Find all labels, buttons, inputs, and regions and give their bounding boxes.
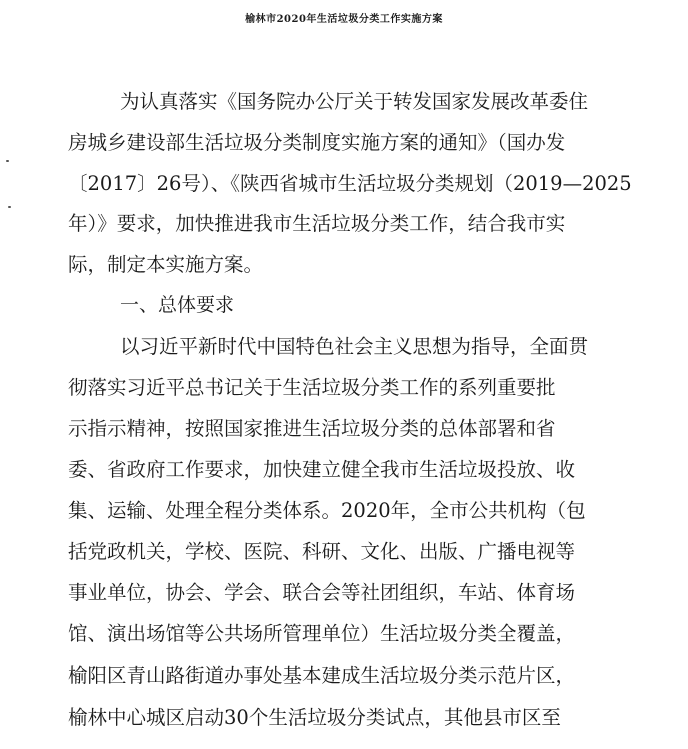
paragraph-line: 榆阳区青山路街道办事处基本建成生活垃圾分类示范片区，	[68, 664, 576, 687]
paragraph-line: 集、运输、处理全程分类体系。2020年，全市公共机构（包	[68, 499, 586, 522]
paragraph-line: 榆林中心城区启动30个生活垃圾分类试点，其他县市区至	[68, 706, 561, 729]
paragraph-line: 以习近平新时代中国特色社会主义思想为指导，全面贯	[120, 335, 589, 358]
scan-speck	[6, 160, 9, 162]
document-title: 榆林市2020年生活垃圾分类工作实施方案	[245, 14, 443, 25]
paragraph-line: 括党政机关，学校、医院、科研、文化、出版、广播电视等	[68, 540, 576, 563]
scan-speck	[8, 206, 11, 208]
paragraph-line: 房城乡建设部生活垃圾分类制度实施方案的通知》（国办发	[68, 131, 566, 154]
paragraph-line: 〔2017〕26号）、《陕西省城市生活垃圾分类规划（2019—2025	[68, 172, 632, 195]
paragraph-line: 示指示精神，按照国家推进生活垃圾分类的总体部署和省	[68, 417, 556, 440]
section-heading: 一、总体要求	[120, 294, 235, 316]
paragraph-line: 为认真落实《国务院办公厅关于转发国家发展改革委住	[120, 90, 589, 113]
paragraph-line: 年）》要求，加快推进我市生活垃圾分类工作，结合我市实	[68, 212, 566, 235]
paragraph-line: 际，制定本实施方案。	[68, 253, 264, 276]
paragraph-line: 委、省政府工作要求，加快建立健全我市生活垃圾投放、收	[68, 458, 576, 481]
paragraph-line: 彻落实习近平总书记关于生活垃圾分类工作的系列重要批	[68, 376, 556, 399]
paragraph-line: 事业单位，协会、学会、联合会等社团组织，车站、体育场	[68, 581, 576, 604]
paragraph-line: 馆、演出场馆等公共场所管理单位）生活垃圾分类全覆盖，	[68, 622, 576, 645]
